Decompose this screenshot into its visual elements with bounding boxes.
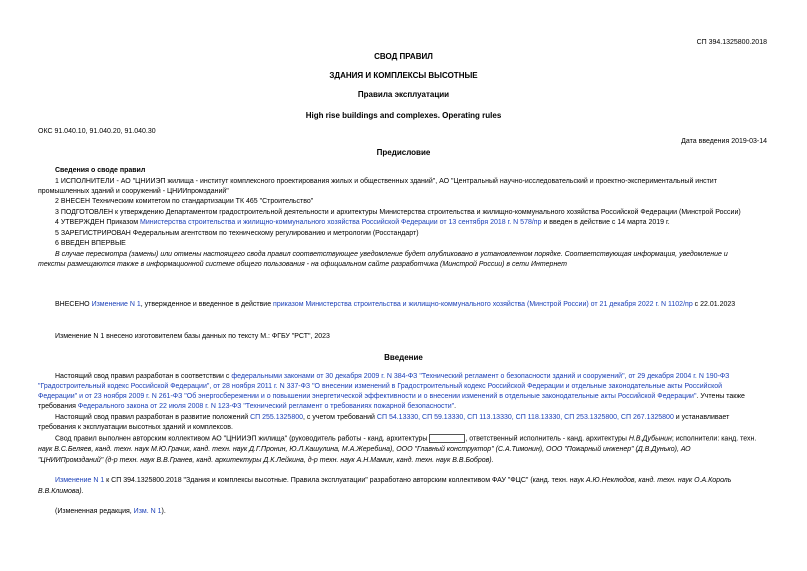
intro-p2-mid: , с учетом требований (303, 414, 377, 421)
intro-date: Дата введения 2019-03-14 (681, 138, 767, 145)
intro-p4-line-1 (55, 476, 807, 486)
intro-p1-end: . (454, 403, 457, 410)
intro-p3-line-2: наук В.С.Беляев, канд. техн. наук М.Ю.Грачик, канд. техн. наук Д.Г.Пронин, Ю.Л.Кашулина, М.А.Жеребина), ООО "Главный конструктор" (С.А.Тимонин), ООО "Пожарный инженер" (Д.В.Дунько), АО (38, 446, 691, 453)
intro-p4-text: к СП 394.1325800.2018 "Здания и комплексы высотные. Правила эксплуатации" разработано авторским коллективом ФАУ "ФЦС" (канд. техн. наук (104, 477, 586, 484)
intro-p1-text: Настоящий свод правил разработан в соответствии с (55, 373, 232, 380)
intro-p3-mid: , ответственный исполнитель - канд. архитектуры (465, 435, 629, 443)
amendment-1-link[interactable]: Изменение N 1 (91, 301, 141, 308)
intro-p2-line-1 (55, 413, 807, 423)
intro-p1-line-2 (38, 382, 807, 392)
intro-p1-also: . Учтены также (696, 393, 745, 400)
intro-p4-line-2: В.В.Климова). (38, 488, 84, 495)
item-4 (55, 218, 670, 228)
item-1-line-1: 1 ИСПОЛНИТЕЛИ - АО "ЦНИИЭП жилища - институт комплексного проектирования жилых и общественных зданий", АО "Центральный научно-исследовательский и проектно-экспериментальный инстит (55, 178, 717, 185)
change-1-link[interactable]: Изм. N 1 (133, 508, 162, 515)
item-4-suffix: и введен в действие с 14 марта 2019 г. (541, 219, 670, 226)
amendment-suffix: с 22.01.2023 (692, 301, 736, 308)
intro-p3-line-3: "ЦНИИПромзданий" (д-р техн. наук В.В.Гранев, канд. архитектуры Д.К.Лейкина, д-р техн. наук А.Н.Мамин, канд. техн. наук В.В.Бобров). (38, 457, 494, 464)
intro-p2-line-2: требования к эксплуатации высотных зданий и комплексов. (38, 424, 233, 431)
fire-safety-law-link[interactable]: Федерального закона от 22 июля 2008 г. N 123-ФЗ "Технический регламент о требованиях пожарной безопасности" (77, 403, 455, 410)
notice-line-2: тексты размещаются также в информационной системе общего пользования - на официальном сайте разработчика (Минстрой России) в сети Интернет (38, 261, 567, 268)
item-6: 6 ВВЕДЕН ВПЕРВЫЕ (55, 240, 126, 247)
intro-p4-authors: А.Ю.Неклюдов, канд. техн. наук О.А.Король (585, 477, 732, 484)
title-buildings: ЗДАНИЯ И КОМПЛЕКСЫ ВЫСОТНЫЕ (329, 71, 478, 80)
item-3: 3 ПОДГОТОВЛЕН к утверждению Департаментом градостроительной деятельности и архитектуры Министерства строительства и жилищно-коммунального хозяйства Российской Федерации (Минстрой России) (55, 209, 741, 216)
order-1102-link[interactable]: приказом Министерства строительства и жилищно-коммунального хозяйства (Минстрой России) от 21 декабря 2022 г. N 1102/пр (273, 301, 693, 308)
changed-edition-prefix: (Измененная редакция, (55, 508, 134, 515)
amendment-1-intro-link[interactable]: Изменение N 1 (55, 477, 105, 484)
energy-law-link[interactable]: Федерации" и от 23 ноября 2009 г. N 261-ФЗ "Об энергосбережении и о повышении энергетической эффективности и о внесении изменений в отдельные законодательные акты Российской Федерации" (38, 393, 697, 400)
document-code: СП 394.1325800.2018 (696, 39, 767, 46)
intro-p2-text: Настоящий свод правил разработан в развитие положений (55, 414, 251, 421)
amendment-prefix: ВНЕСЕНО (55, 301, 92, 308)
amendment-mid: , утвержденное и введенное в действие (140, 301, 274, 308)
title-english: High rise buildings and complexes. Operating rules (305, 111, 502, 120)
item-2: 2 ВНЕСЕН Техническим комитетом по стандартизации ТК 465 "Строительство" (55, 198, 314, 205)
redacted-name-box (429, 434, 465, 443)
intro-p1-line-1 (55, 372, 807, 382)
info-heading: Сведения о своде правил (55, 167, 146, 174)
intro-p3-line-1 (55, 434, 807, 444)
oks-codes: ОКС 91.040.10, 91.040.20, 91.040.30 (38, 128, 156, 135)
intro-p3-name: Н.В.Дубынин (628, 435, 672, 443)
title-operating-rules: Правила эксплуатации (357, 90, 450, 99)
intro-p1-requirements: требования (38, 403, 78, 410)
item-1-line-2: промышленных зданий и сооружений - ЦНИИпромзданий" (38, 188, 229, 195)
title-code-of-rules: СВОД ПРАВИЛ (374, 52, 433, 61)
foreword-heading: Предисловие (376, 148, 431, 157)
item-4-prefix: 4 УТВЕРЖДЕН Приказом (55, 219, 141, 226)
federal-laws-link[interactable]: федеральными законами от 30 декабря 2009 г. N 384-ФЗ "Технический регламент о безопасности зданий и сооружений", от 29 декабря 2004 г. N 190-ФЗ (231, 373, 730, 380)
urban-code-link[interactable]: "Градостроительный кодекс Российской Федерации", от 28 ноября 2011 г. N 337-ФЗ "О внесении изменений в Градостроительный кодекс Российской Федерации и отдельные законодательные акты Российской (38, 383, 723, 390)
intro-p3-text: Свод правил выполнен авторским коллективом АО "ЦНИИЭП жилища" (руководитель работы - канд. архитектуры (55, 435, 430, 443)
sp-255-link[interactable]: СП 255.1325800 (250, 414, 304, 421)
changed-edition-note (55, 507, 166, 517)
introduction-heading: Введение (384, 353, 423, 362)
amendment-line (55, 300, 735, 310)
notice-line-1: В случае пересмотра (замены) или отмены настоящего свода правил соответствующее уведомление будет опубликовано в установленном порядке. Соответствующая информация, уведомление и (55, 251, 728, 258)
order-578-link[interactable]: Министерства строительства и жилищно-коммунального хозяйства Российской Федерации от 13 сентября 2018 г. N 578/пр (140, 219, 542, 226)
intro-p3-end: ; исполнители: канд. техн. (671, 435, 757, 443)
sp-list-link[interactable]: СП 54.13330, СП 59.13330, СП 113.13330, СП 118.13330, СП 253.1325800, СП 267.1325800 (376, 414, 674, 421)
intro-p1-line-3 (38, 392, 807, 402)
changed-edition-suffix: ). (161, 508, 166, 515)
intro-p2-end: и устанавливает (673, 414, 730, 421)
item-5: 5 ЗАРЕГИСТРИРОВАН Федеральным агентством по техническому регулированию и метрологии (Росстандарт) (55, 230, 419, 237)
amendment-note: Изменение N 1 внесено изготовителем базы данных по тексту М.: ФГБУ "РСТ", 2023 (55, 333, 330, 340)
intro-p1-line-4 (38, 402, 456, 412)
